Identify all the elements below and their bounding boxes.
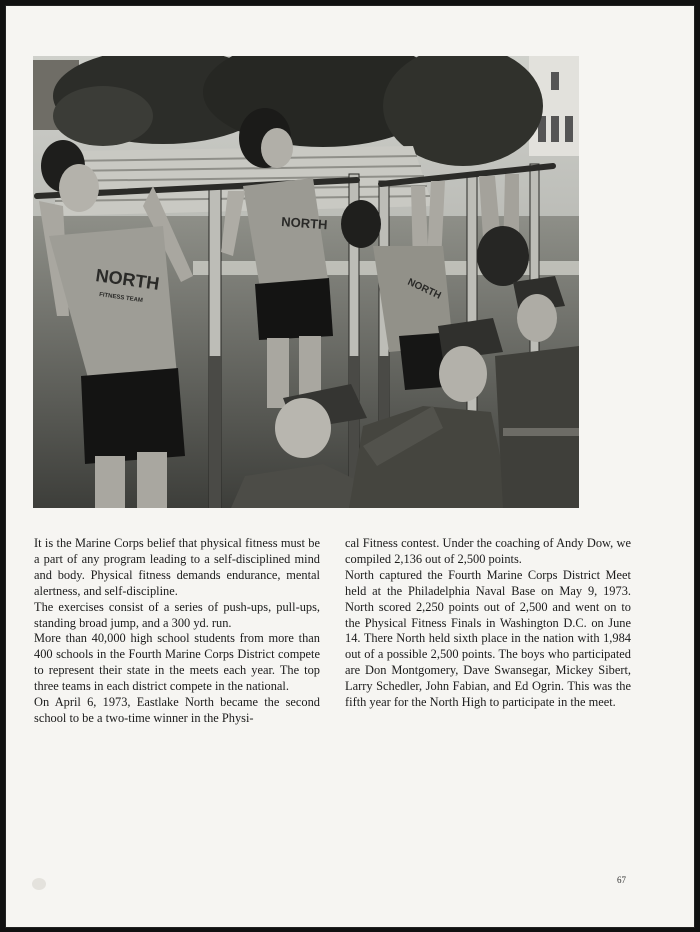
paragraph: The exercises consist of a series of push-ups, pull-ups, standing broad jump, and a 300 yd. run. [34, 599, 320, 630]
article-left-column [34, 536, 320, 727]
article-right-column [345, 536, 631, 711]
photo-illustration [33, 56, 579, 508]
page-number: 67 [617, 875, 626, 885]
shirt-text-1: NORTH [94, 265, 161, 294]
shirt-text-4: NORTH [405, 276, 443, 302]
paragraph: More than 40,000 high school students from more than 400 schools in the Fourth Marine Corps District compete to represent their state in the meets each year. The top three teams in each district compete in the national. [34, 631, 320, 694]
paragraph: It is the Marine Corps belief that physical fitness must be a part of any program leading to a self-disciplined mind and body. Physical fitness demands endurance, mental alertness, and self-discipline. [34, 536, 320, 598]
paragraph: cal Fitness contest. Under the coaching of Andy Dow, we compiled 2,136 out of 2,500 points. [345, 536, 631, 566]
paragraph: On April 6, 1973, Eastlake North became the second school to be a two-time winner in the Physi- [34, 695, 320, 725]
yearbook-page [5, 5, 695, 928]
shirt-text-3: NORTH [280, 214, 328, 233]
paragraph: North captured the Fourth Marine Corps District Meet held at the Philadelphia Naval Base on May 9, 1973. North scored 2,250 points out of 2,500 and went on to the Physical Fitness Finals in Washington D.C. on June 14. There North held sixth place in the nation with 1,984 out of a possible 2,500 points. The boys who participated are Don Montgomery, Dave Swansegar, Mickey Sibert, Larry Schedler, John Fabian, and Ed Ogrin. This was the fifth year for the North High to participate in the meet. [345, 567, 631, 710]
shirt-text-2: FITNESS TEAM [98, 292, 144, 305]
page-stain-mark [32, 878, 46, 890]
pull-up-team-photo [33, 56, 579, 508]
